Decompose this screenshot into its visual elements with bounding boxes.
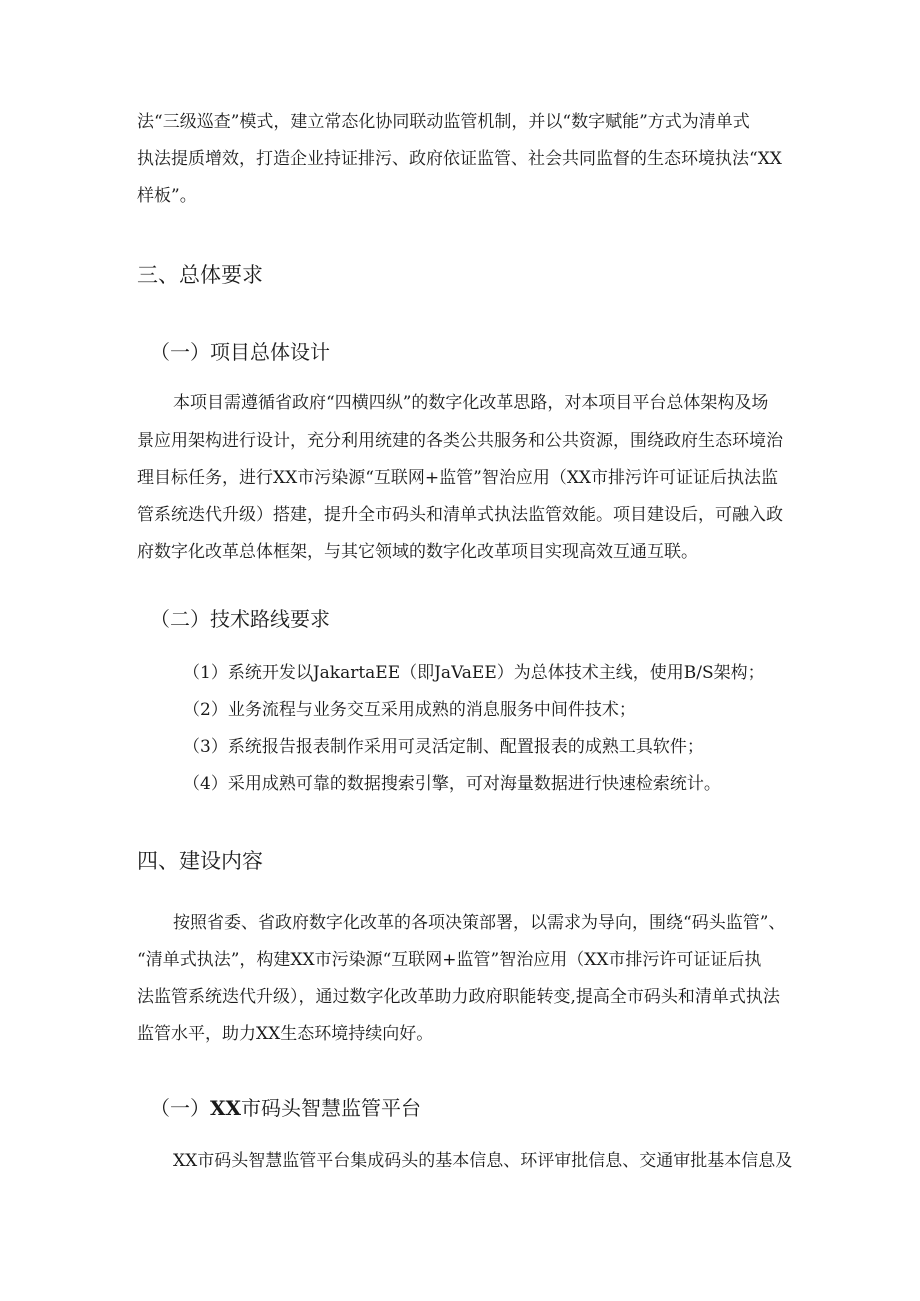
list-item: （1）系统开发以JakartaEE（即JaVaEE）为总体技术主线，使用B/S架构；	[183, 663, 765, 683]
paragraph-line: 监管水平，助力XX生态环境持续向好。	[137, 1024, 434, 1044]
paragraph-line: 府数字化改革总体框架，与其它领域的数字化改革项目实现高效互通互联。	[137, 542, 698, 562]
paragraph-line: 法“三级巡查”模式，建立常态化协同联动监管机制，并以“数字赋能”方式为清单式	[137, 112, 750, 132]
paragraph-line: 本项目需遵循省政府“四横四纵”的数字化改革思路，对本项目平台总体架构及场	[173, 393, 769, 413]
paragraph-line: 管系统迭代升级）搭建，提升全市码头和清单式执法监管效能。项目建设后，可融入政	[137, 505, 783, 525]
paragraph-line: 样板”。	[137, 186, 197, 206]
heading-prefix: （一）	[150, 1096, 210, 1120]
paragraph-line: 理目标任务，进行XX市污染源“互联网+监管”智治应用（XX市排污许可证证后执法监	[137, 468, 779, 488]
subsection-heading-wharf-platform	[150, 1095, 421, 1121]
paragraph-line: 执法提质增效，打造企业持证排污、政府依证监管、社会共同监督的生态环境执法“XX	[137, 149, 782, 169]
paragraph-line: 景应用架构进行设计，充分利用统建的各类公共服务和公共资源，围绕政府生态环境治	[137, 431, 783, 451]
section-heading-4: 四、建设内容	[137, 849, 263, 873]
paragraph-line: 按照省委、省政府数字化改革的各项决策部署，以需求为导向，围绕“码头监管”、	[173, 913, 786, 933]
paragraph-line: XX市码头智慧监管平台集成码头的基本信息、环评审批信息、交通审批基本信息及	[173, 1151, 793, 1171]
heading-rest: 市码头智慧监管平台	[241, 1096, 422, 1120]
heading-bold-xx: XX	[210, 1096, 242, 1120]
subsection-heading-project-design: （一）项目总体设计	[150, 340, 330, 364]
paragraph-line: “清单式执法”，构建XX市污染源“互联网+监管”智治应用（XX市排污许可证证后执	[137, 950, 762, 970]
list-item: （4）采用成熟可靠的数据搜索引擎，可对海量数据进行快速检索统计。	[183, 774, 721, 794]
list-item: （3）系统报告报表制作采用可灵活定制、配置报表的成熟工具软件；	[183, 737, 704, 757]
paragraph-line: 法监管系统迭代升级），通过数字化改革助力政府职能转变,提高全市码头和清单式执法	[137, 987, 780, 1007]
section-heading-3: 三、总体要求	[137, 263, 263, 287]
subsection-heading-tech-route: （二）技术路线要求	[150, 607, 330, 631]
list-item: （2）业务流程与业务交互采用成熟的消息服务中间件技术；	[183, 700, 636, 720]
